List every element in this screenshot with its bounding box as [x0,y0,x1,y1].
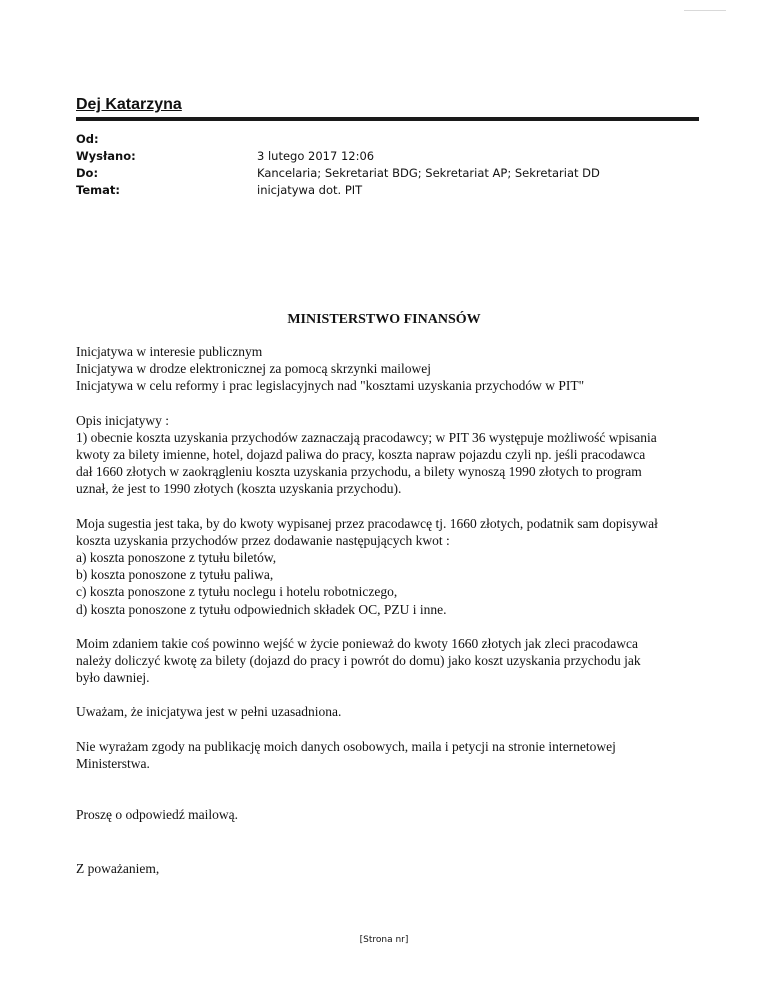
subject-value: inicjatywa dot. PIT [257,183,363,197]
suggestion-list-item: b) koszta ponoszone z tytułu paliwa, [76,567,274,583]
opinion-paragraph [76,635,701,687]
from-label: Od: [76,132,99,146]
suggestion-line: koszta uzyskania przychodów przez dodawanie następujących kwot : [76,532,450,548]
opinion-line: należy doliczyć kwotę za bilety (dojazd do pracy i powrót do domu) jako koszt uzyskania przychodu jak [76,653,641,669]
header-row-subject [76,182,676,199]
description-line: kwoty za bilety imienne, hotel, dojazd paliwa do pracy, koszta napraw pojazdu czyli np. jeśli pracodawca [76,447,646,463]
suggestion-list-item: c) koszta ponoszone z tytułu noclegu i hotelu robotniczego, [76,584,398,600]
to-label: Do: [76,166,99,180]
closing-paragraph [76,860,701,877]
consent-line: Nie wyrażam zgody na publikację moich danych osobowych, maila i petycji na stronie internetowej [76,738,616,754]
intro-paragraph [76,343,701,395]
description-line: dał 1660 złotych w zaokrągleniu koszta uzyskania przychodu, a bilety wynoszą 1990 złotych to program [76,464,642,480]
intro-line: Inicjatywa w celu reformy i prac legislacyjnych nad "kosztami uzyskania przychodów w PIT" [76,378,585,394]
consent-paragraph [76,738,701,772]
from-value [257,131,676,148]
email-header [76,131,676,199]
intro-line: Inicjatywa w drodze elektronicznej za pomocą skrzynki mailowej [76,361,431,377]
suggestion-paragraph [76,515,701,618]
subject-label: Temat: [76,183,120,197]
document-title: MINISTERSTWO FINANSÓW [287,312,481,327]
description-paragraph [76,412,701,498]
opinion-line: Moim zdaniem takie coś powinno wejść w życie ponieważ do kwoty 1660 złotych jak zleci pracodawca [76,635,638,651]
reply-request-paragraph [76,806,701,823]
suggestion-list-item: d) koszta ponoszone z tytułu odpowiednich składek OC, PZU i inne. [76,601,447,617]
to-value: Kancelaria; Sekretariat BDG; Sekretariat AP; Sekretariat DD [257,166,600,180]
closing-line: Z poważaniem, [76,861,160,877]
page-number-footer: [Strona nr] [359,935,409,945]
sent-label: Wysłano: [76,149,136,163]
header-row-to [76,165,676,182]
reply-request-line: Proszę o odpowiedź mailową. [76,807,238,823]
description-line: 1) obecnie koszta uzyskania przychodów zaznaczają pracodawcy; w PIT 36 występuje możliwość wpisania [76,429,657,445]
corner-mark [684,10,726,11]
opinion-line: było dawniej. [76,670,150,686]
sent-value: 3 lutego 2017 12:06 [257,149,375,163]
description-line: uznał, że jest to 1990 złotych (koszta uzyskania przychodu). [76,481,402,497]
header-rule [76,117,699,121]
header-row-from [76,131,676,148]
suggestion-list-item: a) koszta ponoszone z tytułu biletów, [76,550,277,566]
intro-line: Inicjatywa w interesie publicznym [76,344,263,359]
consent-line: Ministerstwa. [76,755,150,771]
sender-name: Dej Katarzyna [76,96,182,113]
description-heading: Opis inicjatywy : [76,412,169,428]
header-row-sent [76,148,676,165]
justified-line: Uważam, że inicjatywa jest w pełni uzasadniona. [76,704,342,720]
suggestion-line: Moja sugestia jest taka, by do kwoty wypisanej przez pracodawcę tj. 1660 złotych, podatnik sam dopisywał [76,515,658,531]
letter-body [76,343,701,877]
justified-paragraph [76,703,701,720]
